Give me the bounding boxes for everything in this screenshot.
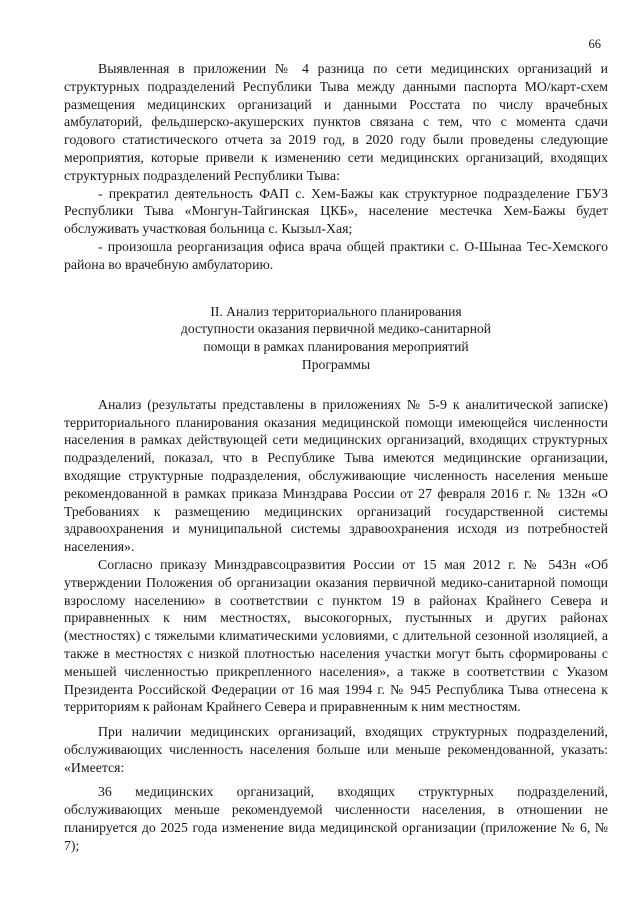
paragraph-36-organizations: 36 медицинских организаций, входящих структурных подразделений, обслуживающих меньше рекомендуемой численности населения, в отношении не планируется до 2025 года изменение вида медицинской организации (приложение № 6, № 7); (64, 784, 608, 853)
paragraph-network-difference: Выявленная в приложении № 4 разница по сети медицинских организаций и структурных подразделений Республики Тыва между данными паспорта МО/карт-схем размещения медицинских организаций и данными Росстата по числу врачебных амбулаторий, фельдшерско-акушерских пунктов связана с тем, что с момента сдачи годового статистического отчета за 2019 год, в 2020 году были проведены следующие мероприятия, которые привели к изменению сети медицинских организаций, входящих структурных подразделений Республики Тыва: (64, 61, 608, 183)
section-heading-line-3: помощи в рамках планирования мероприятий (203, 339, 469, 355)
paragraph-if-present: При наличии медицинских организаций, входящих структурных подразделений, обслуживающих численность населения больше или меньше рекомендованной, указать: «Имеется: (64, 724, 608, 775)
section-heading-line-2: доступности оказания первичной медико-санитарной (180, 321, 492, 337)
paragraph-order-543n: Согласно приказу Минздравсоцразвития России от 15 мая 2012 г. № 543н «Об утверждении Положения об организации оказания первичной медико-санитарной помощи взрослому населению» в соответствии с пунктом 19 в районах Крайнего Севера и приравненных к ним местностях, высокогорных, пустынных и других районах (местностях) с тяжелыми климатическими условиями, с длительной сезонной изоляцией, а также в местностях с низкой плотностью населения участки могут быть сформированы с меньшей численностью прикрепленного населения», а также в соответствии с Указом Президента Российской Федерации от 16 мая 1994 г. № 945 Республика Тыва отнесена к территориям к районам Крайнего Севера и приравненным к ним местностям. (64, 556, 608, 715)
document-body (64, 60, 608, 855)
section-heading-line-1: II. Анализ территориального планирования (210, 303, 462, 319)
section-heading (64, 303, 608, 374)
page-number: 66 (588, 37, 601, 51)
list-item-reorganization: - произошла реорганизация офиса врача общей практики с. О-Шынаа Тес-Хемского района во врачебную амбулаторию. (64, 238, 608, 272)
list-item-fap-closure: - прекратил деятельность ФАП с. Хем-Бажы как структурное подразделение ГБУЗ Республики Тыва «Монгун-Тайгинская ЦКБ», население местечка Хем-Бажы будет обслуживать участковая больница с. Кызыл-Хая; (64, 185, 608, 237)
section-heading-line-4: Программы (301, 356, 371, 372)
paragraph-analysis: Анализ (результаты представлены в приложениях № 5-9 к аналитической записке) территориального планирования оказания медицинской помощи имеющейся численности населения в рамках действующей сети медицинских организаций, входящих структурных подразделений, показал, что в Республике Тыва имеются медицинские организации, входящие структурные подразделения, обслуживающие численность населения меньше рекомендованной в рамках приказа Минздрава России от 27 февраля 2016 г. № 132н «О Требованиях к размещению медицинских организаций государственной системы здравоохранения и муниципальной системы здравоохранения исходя из потребностей населения». (64, 396, 608, 555)
